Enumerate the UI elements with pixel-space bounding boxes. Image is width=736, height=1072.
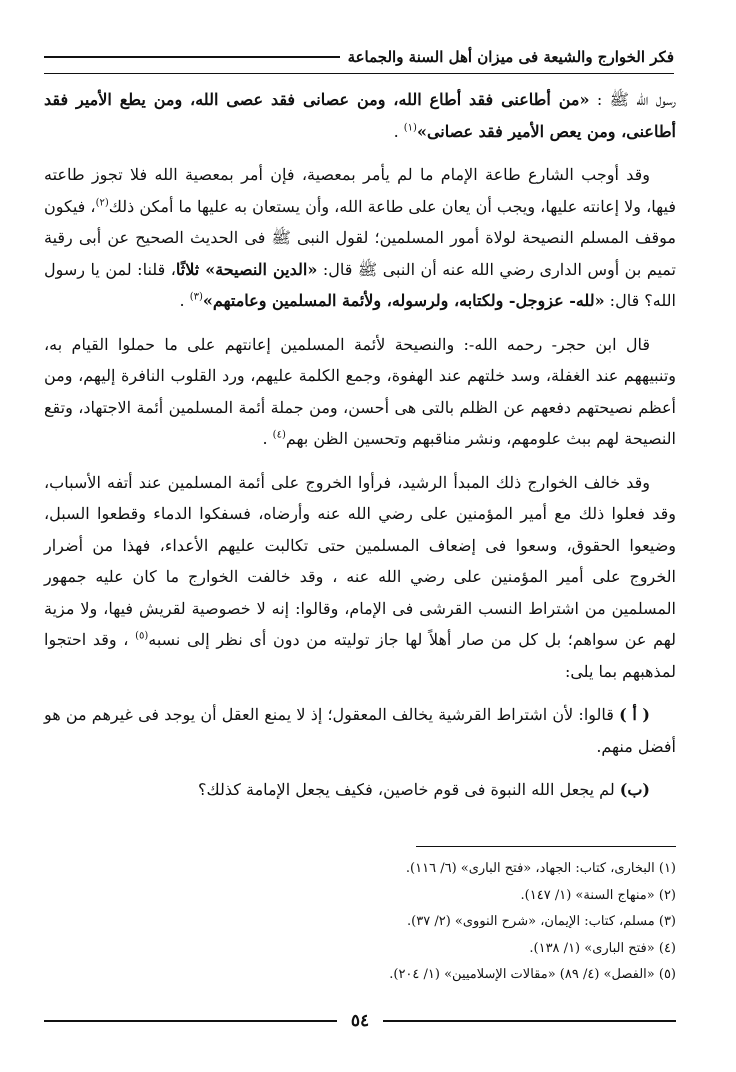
- p6-text: لم يجعل الله النبوة فى قوم خاصين، فكيف يجعل الإمامة كذلك؟: [198, 780, 620, 799]
- p1-text-a: رسول الله ﷺ :: [589, 90, 677, 109]
- main-text: [44, 84, 676, 818]
- footer-rule-right: [383, 1020, 676, 1022]
- p4-text-a: وقد خالف الخوارج ذلك المبدأ الرشيد، فرأوا الخروج على أئمة المسلمين عند أتفه الأسباب، وقد فعلوا ذلك مع أمير المؤمنين على رضي الله عنه وأرضاه، فسفكوا الدماء وقطعوا السبل، وضيعوا الحقوق، وسعوا فى إضعاف المسلمين حتى تكالبت عليهم الأعداء، فهذا من أضرار الخروج على أمير المؤمنين على رضي الله عنه ، وقد خالفت الخوارج ما كان عليه جمهور المسلمين من اشتراط النسب القرشى فى الإمام، وقالوا: إنه لا خصوصية لقريش فيها، ولا مزية لهم عن سواهم؛ بل كل من صار أهلاً لها جاز توليته من دون أى نظر إلى نسبه: [44, 472, 677, 649]
- p6-marker: (ب): [619, 780, 650, 799]
- footnote-separator: [416, 846, 676, 847]
- paragraph-2: [44, 159, 676, 317]
- paragraph-1: [44, 84, 676, 147]
- paragraph-6: [44, 774, 676, 806]
- running-header: [44, 40, 674, 74]
- footer-rule-left: [44, 1020, 337, 1022]
- footnote-1: (١) البخارى، كتاب: الجهاد، «فتح البارى» (٦/ ١١٦).: [405, 861, 676, 876]
- footnote-4: (٤) «فتح البارى» (١/ ١٣٨).: [529, 940, 676, 956]
- p2-text-c: ، فيكون موقف المسلم النصيحة لولاة أمور المسلمين؛ لقول النبى ﷺ فى الحديث الصحيح عن أبى رقية تميم بن أوس الدارى رضي الله عنه أن النبى ﷺ قال:: [44, 196, 676, 279]
- p3-footnote-ref: (٤): [272, 429, 286, 441]
- header-rule: [44, 56, 340, 58]
- page-number: ٥٤: [350, 1011, 370, 1031]
- p1-footnote-ref: (١): [403, 122, 417, 134]
- footnote-5: (٥) «الفصل» (٤/ ٨٩) «مقالات الإسلاميين» (١/ ٢٠٤).: [389, 967, 676, 982]
- footnotes: [44, 856, 676, 989]
- p2-footnote-ref: (٢): [95, 197, 109, 209]
- paragraph-4: [44, 467, 676, 688]
- p5-text: قالوا: لأن اشتراط القرشية يخالف المعقول؛ إذ لا يمنع العقل أن يوجد فى غيرهم من هو أفضل منهم.: [44, 705, 676, 756]
- p2-text-g: .: [179, 291, 190, 310]
- p1-hadith: «من أطاعنى فقد أطاع الله، ومن عصانى فقد عصى الله، ومن يطع الأمير فقد أطاعنى، ومن يعص الأمير فقد عصانى»: [44, 90, 676, 141]
- p3-text-a: قال ابن حجر- رحمه الله-: والنصيحة لأئمة المسلمين إعانتهم على ما حملوا القيام به، وتنبيههم عند الغفلة، وسد خلتهم عند الهفوة، وجمع الكلمة عليهم، ورد القلوب النافرة إليهم، ومن أعظم نصيحتهم دفعهم عن الظلم بالتى هى أحسن، ومن جملة أئمة المسلمين أئمة الاجتهاد، وتقع النصيحة لهم ببث علومهم، ونشر مناقبهم وتحسين الظن بهم: [44, 334, 676, 448]
- header-title: فكر الخوارج والشيعة فى ميزان أهل السنة والجماعة: [347, 48, 674, 66]
- p5-marker: ( أ ): [619, 705, 651, 724]
- p2-hadith-2: «لله- عزوجل- ولكتابه، ولرسوله، ولأئمة المسلمين وعامتهم»: [202, 291, 605, 310]
- p4-footnote-ref: (٥): [135, 630, 149, 642]
- footnote-2: (٢) «منهاج السنة» (١/ ١٤٧).: [520, 887, 676, 903]
- page-footer: [44, 1008, 676, 1034]
- p2-text-e: ، قلنا: لمن يا رسول الله؟ قال:: [44, 259, 676, 310]
- footnote-3: (٣) مسلم، كتاب: الإيمان، «شرح النووى» (٢/ ٣٧).: [407, 914, 676, 929]
- p2-text-a: وقد أوجب الشارع طاعة الإمام ما لم يأمر بمعصية، فإن أمر بمعصية الله فلا تجوز طاعته فيها، ولا إعانته عليها، ويجب أن يعان على طاعة الله، وأن يستعان به عليها ما أمكن ذلك: [44, 165, 677, 216]
- p4-text-c: ، وقد احتجوا لمذهبهم بما يلى:: [44, 630, 676, 681]
- p3-text-c: .: [262, 429, 273, 448]
- paragraph-3: [44, 329, 676, 455]
- p2-hadith-1: «الدين النصيحة» ثلاثًا: [175, 259, 318, 279]
- p1-text-c: .: [393, 121, 404, 141]
- header-underline: [44, 73, 674, 74]
- p2-footnote-ref-2: (٣): [189, 291, 203, 303]
- paragraph-5: [44, 699, 676, 762]
